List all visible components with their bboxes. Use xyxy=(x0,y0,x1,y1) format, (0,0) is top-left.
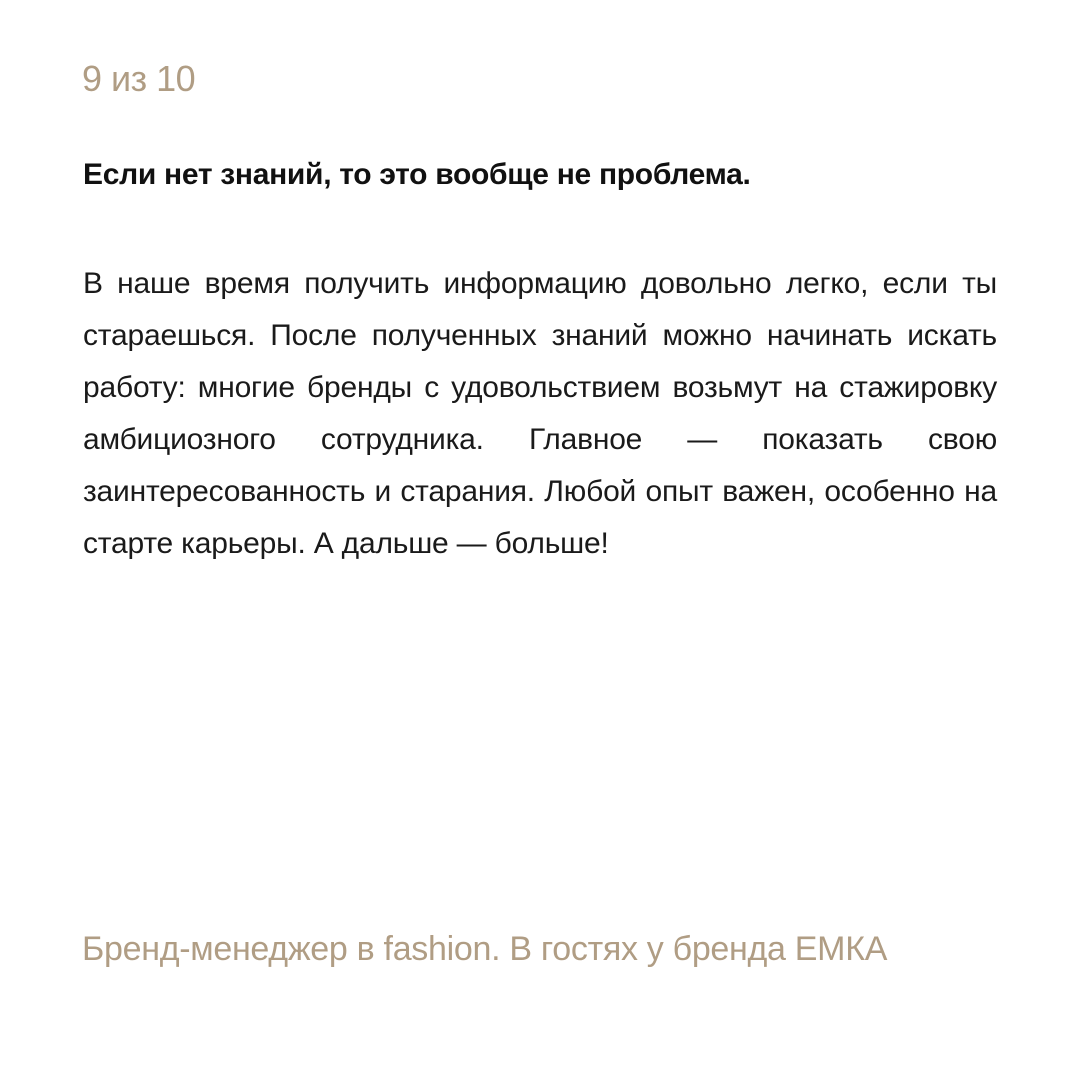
slide-body-text: В наше время получить информацию довольно легко, если ты стараешься. После полученных знаний можно начинать искать работу: многие бренды с удовольствием возьмут на стажировку амбициозного сотрудника. Главное — показать свою заинтересованность и старания. Любой опыт важен, особенно на старте карьеры. А дальше — больше! xyxy=(83,267,997,560)
slide-footer: Бренд-менеджер в fashion. В гостях у бренда ЕМКА xyxy=(82,930,888,968)
slide-heading: Если нет знаний, то это вообще не проблема. xyxy=(83,158,751,191)
slide-counter: 9 из 10 xyxy=(82,58,196,99)
